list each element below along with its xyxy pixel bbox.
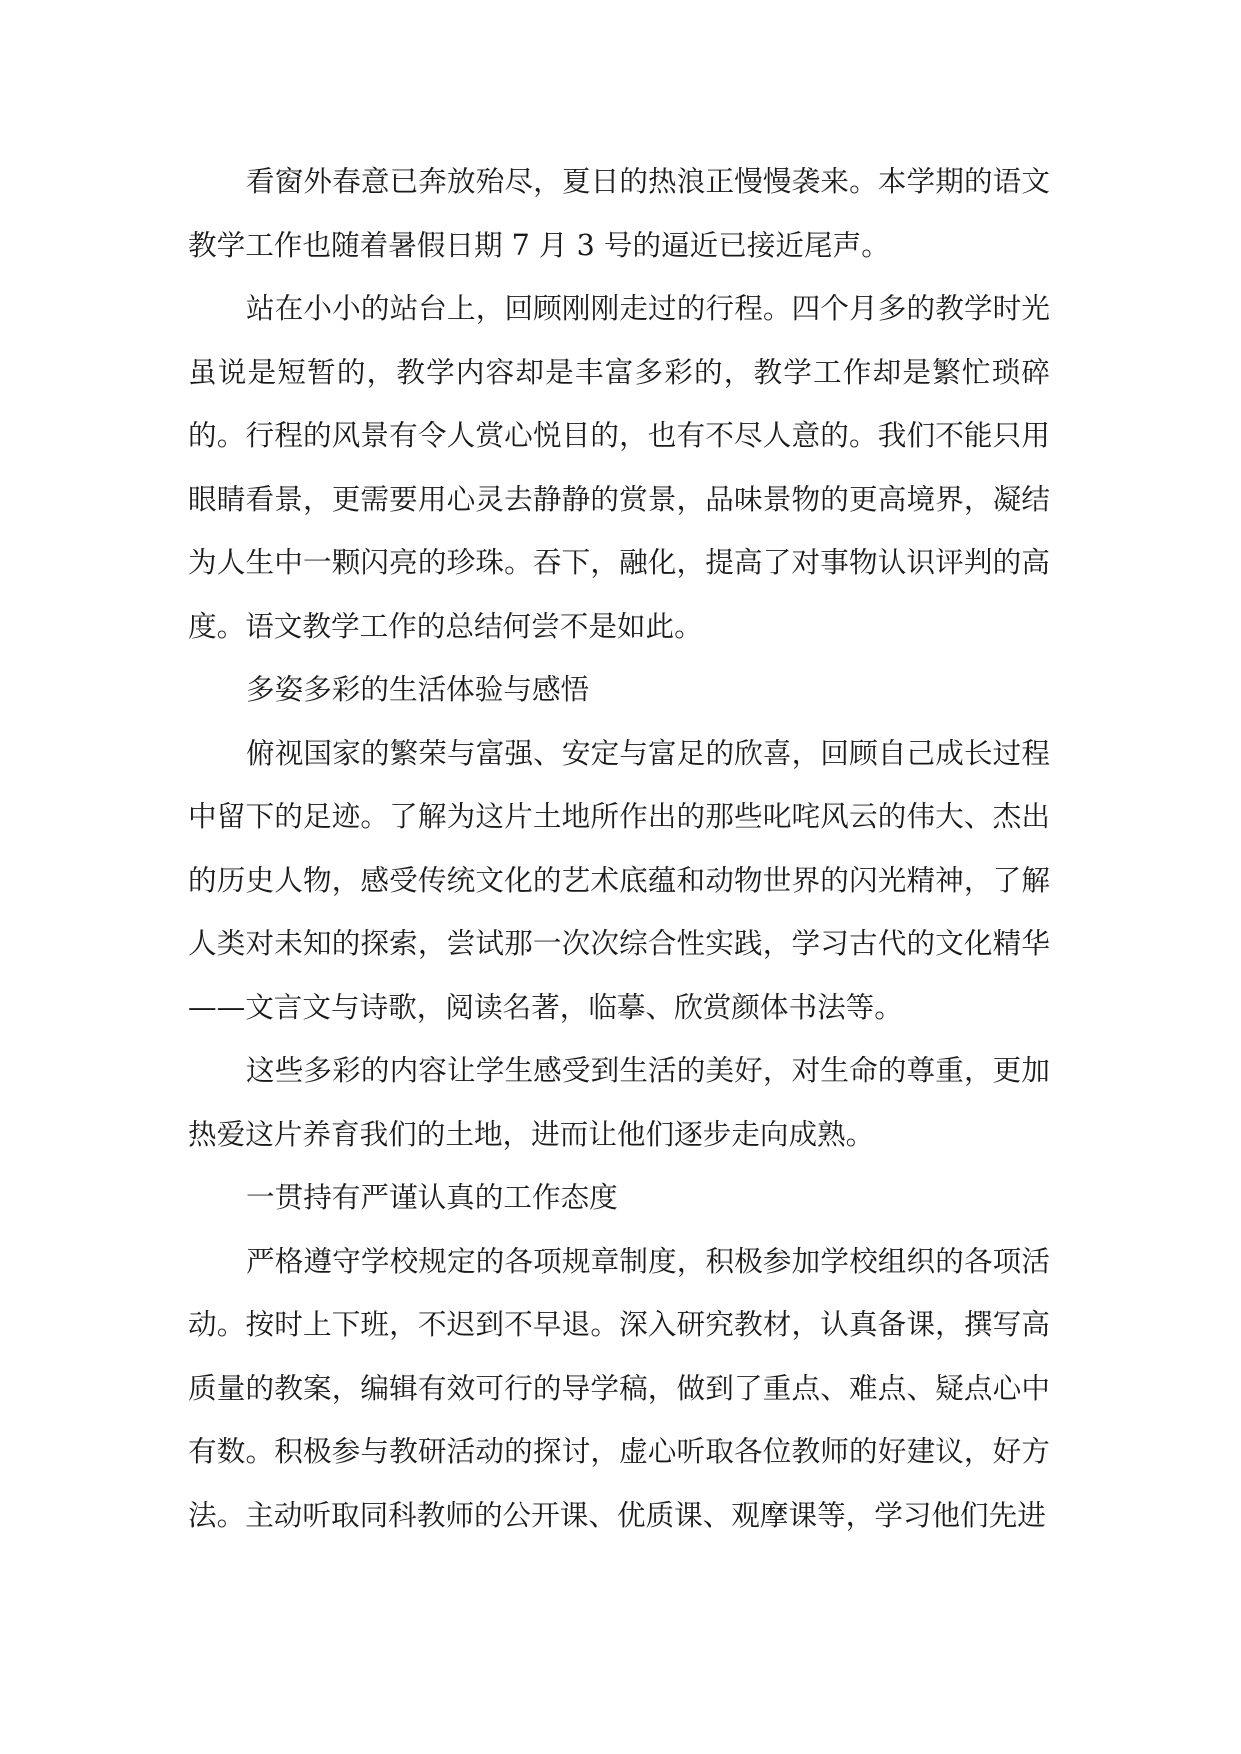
section-heading-work-attitude: 一贯持有严谨认真的工作态度 — [246, 1180, 618, 1214]
paragraph-intro: 看窗外春意已奔放殆尽，夏日的热浪正慢慢袭来。本学期的语文教学工作也随着暑假日期 7 月 3 号的逼近已接近尾声。 — [188, 164, 1050, 262]
section-heading-life-experience: 多姿多彩的生活体验与感悟 — [246, 672, 590, 706]
paragraph-student-growth: 这些多彩的内容让学生感受到生活的美好，对生命的尊重，更加热爱这片养育我们的土地，进而让他们逐步走向成熟。 — [188, 1053, 1050, 1151]
document-body — [188, 150, 1050, 1547]
paragraph-life-experience: 俯视国家的繁荣与富强、安定与富足的欣喜，回顾自己成长过程中留下的足迹。了解为这片土地所作出的那些叱咤风云的伟大、杰出的历史人物，感受传统文化的艺术底蕴和动物世界的闪光精神，了解人类对未知的探索，尝试那一次次综合性实践，学习古代的文化精华——文言文与诗歌，阅读名著，临摹、欣赏颜体书法等。 — [188, 735, 1050, 1024]
paragraph-reflection: 站在小小的站台上，回顾刚刚走过的行程。四个月多的教学时光虽说是短暂的，教学内容却是丰富多彩的，教学工作却是繁忙琐碎的。行程的风景有令人赏心悦目的，也有不尽人意的。我们不能只用眼睛看景，更需要用心灵去静静的赏景，品味景物的更高境界，凝结为人生中一颗闪亮的珍珠。吞下，融化，提高了对事物认识评判的高度。语文教学工作的总结何尝不是如此。 — [188, 291, 1050, 643]
paragraph-work-attitude: 严格遵守学校规定的各项规章制度，积极参加学校组织的各项活动。按时上下班，不迟到不早退。深入研究教材，认真备课，撰写高质量的教案，编辑有效可行的导学稿，做到了重点、难点、疑点心中有数。积极参与教研活动的探讨，虚心听取各位教师的好建议，好方法。主动听取同科教师的公开课、优质课、观摩课等，学习他们先进 — [188, 1243, 1050, 1532]
